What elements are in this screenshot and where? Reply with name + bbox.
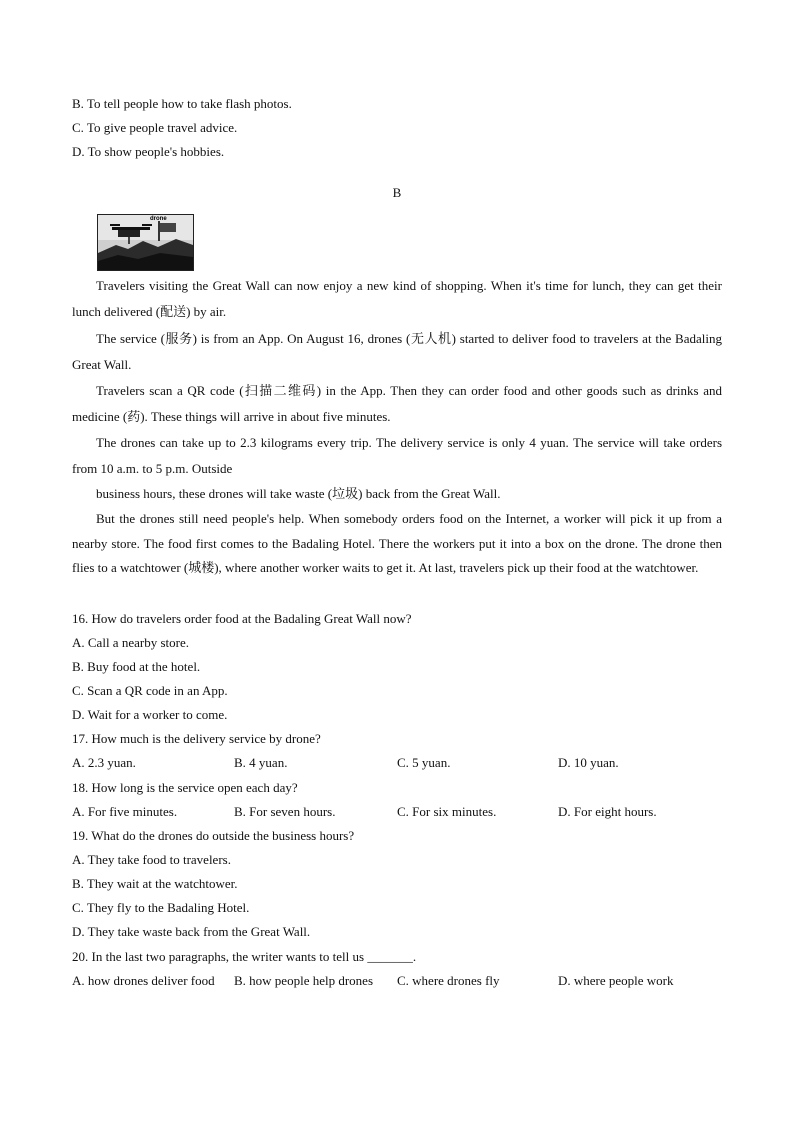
photo-caption: drone <box>150 216 167 222</box>
drone-photo <box>97 214 194 271</box>
paragraph-4: The drones can take up to 2.3 kilograms every trip. The delivery service is only 4 yuan. The service will take orders from 10 a.m. to 5 p.m. Outside <box>72 435 722 476</box>
paragraph-1: Travelers visiting the Great Wall can now enjoy a new kind of shopping. When it's time for lunch, they can get their lunch delivered (配送) by air. <box>72 278 722 319</box>
q20-option-c: C. where drones fly <box>397 973 500 988</box>
q20-option-a: A. how drones deliver food <box>72 973 215 988</box>
q16-option-c: C. Scan a QR code in an App. <box>72 683 228 698</box>
q19-stem: 19. What do the drones do outside the business hours? <box>72 828 355 843</box>
paragraph-4-continued: business hours, these drones will take waste (垃圾) back from the Great Wall. <box>96 486 501 501</box>
q16-option-d: D. Wait for a worker to come. <box>72 707 228 722</box>
q20-option-b: B. how people help drones <box>234 973 374 988</box>
q17-option-a: A. 2.3 yuan. <box>72 755 136 770</box>
q18-option-b: B. For seven hours. <box>234 804 336 819</box>
q16-option-a: A. Call a nearby store. <box>72 635 189 650</box>
q20-stem: 20. In the last two paragraphs, the writer wants to tell us _______. <box>72 949 417 964</box>
paragraph-5: But the drones still need people's help. When somebody orders food on the Internet, a worker will pick it up from a nearby store. The food first comes to the Badaling Hotel. There the workers put it into a box on the drone. The drone then flies to a watchtower (城楼), where another worker waits to get it. At last, travelers pick up their food at the watchtower. <box>72 511 722 575</box>
q18-option-c: C. For six minutes. <box>397 804 497 819</box>
q17-option-c: C. 5 yuan. <box>397 755 451 770</box>
q20-option-d: D. where people work <box>558 973 674 988</box>
q16-stem: 16. How do travelers order food at the Badaling Great Wall now? <box>72 611 412 626</box>
q19-option-d: D. They take waste back from the Great Wall. <box>72 924 311 939</box>
drone-image-icon <box>98 215 193 270</box>
paragraph-3: Travelers scan a QR code (扫描二维码) in the App. Then they can order food and other goods such as drinks and medicine (药). These things will arrive in about five minutes. <box>72 383 722 424</box>
q19-option-b: B. They wait at the watchtower. <box>72 876 238 891</box>
q19-option-c: C. They fly to the Badaling Hotel. <box>72 900 250 915</box>
prev-option-b: B. To tell people how to take flash photos. <box>72 96 292 111</box>
prev-option-c: C. To give people travel advice. <box>72 120 238 135</box>
q19-option-a: A. They take food to travelers. <box>72 852 231 867</box>
section-label: B <box>392 185 402 200</box>
q17-option-d: D. 10 yuan. <box>558 755 619 770</box>
q18-stem: 18. How long is the service open each day? <box>72 780 298 795</box>
q18-option-d: D. For eight hours. <box>558 804 657 819</box>
paragraph-2: The service (服务) is from an App. On August 16, drones (无人机) started to deliver food to travelers at the Badaling Great Wall. <box>72 331 722 372</box>
prev-option-d: D. To show people's hobbies. <box>72 144 225 159</box>
q17-stem: 17. How much is the delivery service by drone? <box>72 731 321 746</box>
q17-option-b: B. 4 yuan. <box>234 755 288 770</box>
q18-option-a: A. For five minutes. <box>72 804 178 819</box>
q16-option-b: B. Buy food at the hotel. <box>72 659 201 674</box>
